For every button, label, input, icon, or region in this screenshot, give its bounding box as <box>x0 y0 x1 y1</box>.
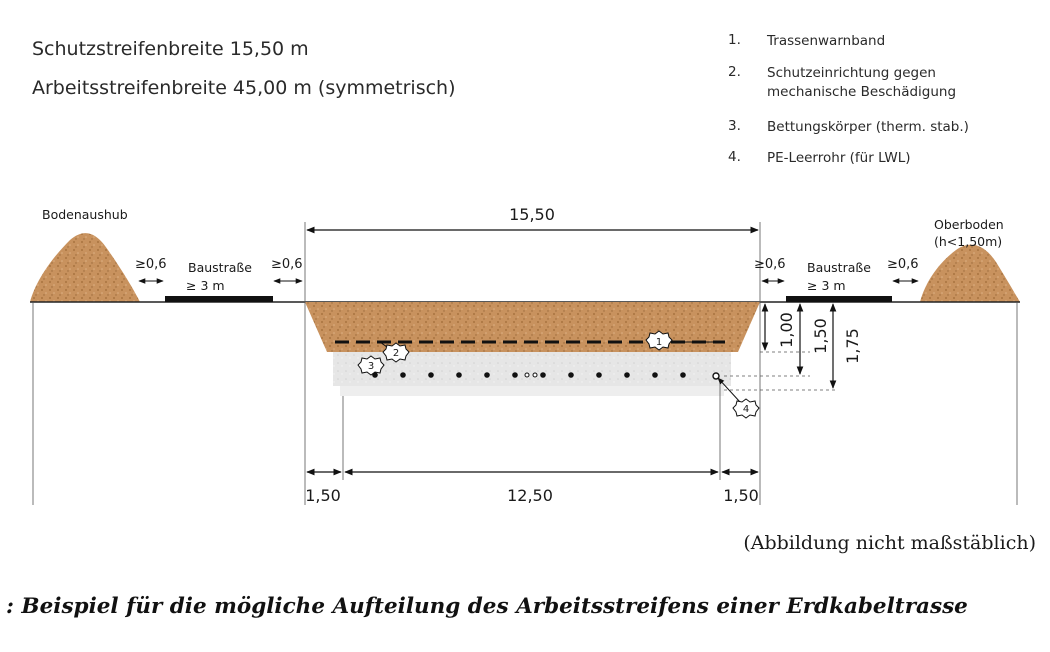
marker-2-label: 2 <box>392 348 400 359</box>
marker-4 <box>718 378 759 418</box>
legend-text-4: PE-Leerrohr (für LWL) <box>767 150 911 166</box>
marker-1-label: 1 <box>655 337 663 348</box>
gap-label-4: ≥0,6 <box>887 257 919 272</box>
dim-bottom-left-label: 1,50 <box>305 486 341 505</box>
bedding-lower <box>340 386 724 396</box>
legend-num-1: 1. <box>728 32 741 48</box>
gap-label-3: ≥0,6 <box>754 257 786 272</box>
gap-label-1: ≥0,6 <box>135 257 167 272</box>
dim-depth-3-label: 1,75 <box>843 328 862 364</box>
header-protection-width: Schutzstreifenbreite 15,50 m <box>32 38 309 60</box>
label-baustrasse-left-width: ≥ 3 m <box>186 278 225 293</box>
label-oberboden-height: (h<1,50m) <box>934 234 1003 249</box>
soil-pile-left <box>30 233 140 302</box>
marker-3-label: 3 <box>367 361 375 372</box>
trench-topsoil-fill <box>305 302 760 352</box>
legend-text-2: Schutzeinrichtung gegen mechanische Beschädigung <box>767 65 957 100</box>
dim-depth-1-label: 1,00 <box>777 312 796 348</box>
soil-pile-right <box>920 245 1020 302</box>
dim-bottom-mid-label: 12,50 <box>507 486 553 505</box>
marker-4-label: 4 <box>742 404 750 415</box>
label-oberboden: Oberboden <box>934 217 1004 232</box>
gap-label-2: ≥0,6 <box>271 257 303 272</box>
legend-num-2: 2. <box>728 64 741 80</box>
dim-bottom-right-label: 1,50 <box>723 486 759 505</box>
construction-road-left <box>165 296 273 302</box>
construction-road-right <box>786 296 892 302</box>
label-baustrasse-right-width: ≥ 3 m <box>807 278 846 293</box>
label-baustrasse-right: Baustraße <box>807 260 871 275</box>
figure-caption: : Beispiel für die mögliche Aufteilung des Arbeitsstreifens einer Erdkabeltrasse <box>6 594 968 619</box>
dim-top-width-label: 15,50 <box>509 205 555 224</box>
scale-note: (Abbildung nicht maßstäblich) <box>743 532 1036 554</box>
header-working-width: Arbeitsstreifenbreite 45,00 m (symmetrisch) <box>32 77 456 99</box>
legend-text-1: Trassenwarnband <box>767 33 886 49</box>
label-bodenaushub: Bodenaushub <box>42 207 128 222</box>
legend-num-3: 3. <box>728 118 741 134</box>
legend-text-3: Bettungskörper (therm. stab.) <box>767 119 969 135</box>
dim-depth-2-label: 1,50 <box>811 318 830 354</box>
label-baustrasse-left: Baustraße <box>188 260 252 275</box>
marker-3 <box>358 356 384 375</box>
legend-num-4: 4. <box>728 149 741 165</box>
